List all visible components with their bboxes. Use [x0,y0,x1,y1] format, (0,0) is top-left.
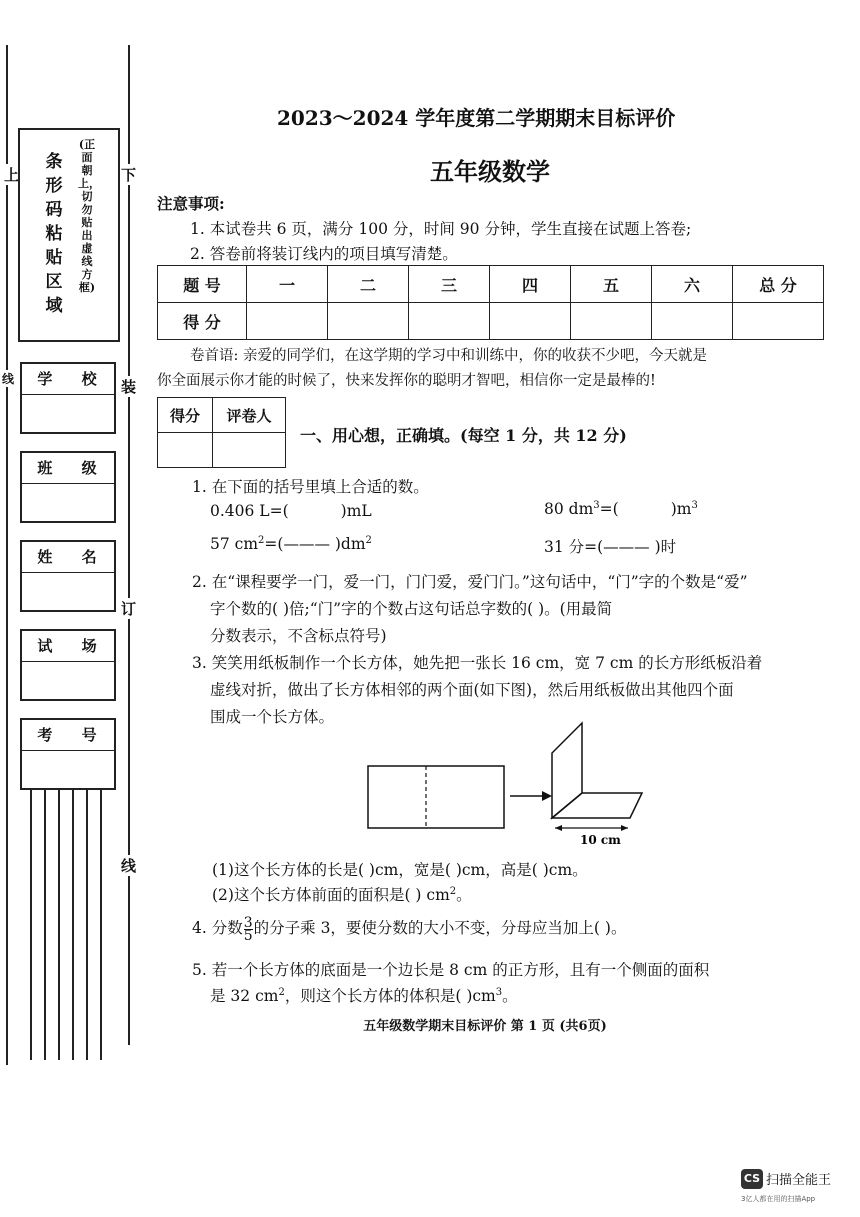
exam-subtitle: 五年级数学 [430,157,550,186]
question-1a [210,502,372,520]
preface-line: 你全面展示你才能的时候了，快来发挥你的聪明才智吧，相信你一定是最棒的! [157,373,656,389]
grader-score-cell[interactable] [158,433,213,468]
grader-score-label: 得分 [158,398,213,433]
question-3-line: 围成一个长方体。 [210,708,335,726]
score-header: 二 [328,266,409,303]
side-word-top-left: 上 [4,166,20,184]
margin-line [6,45,8,1065]
grader-name-label: 评卷人 [213,398,286,433]
q5-end: 。 [502,987,518,1005]
q1b-text: 80 dm [544,500,594,519]
q4-post: 的分子乘 3，要使分数的大小不变，分母应当加上( )。 [253,919,627,937]
notice-item: 1. 本试卷共 6 页，满分 100 分，时间 90 分钟，学生直接在试题上答卷; [190,220,692,238]
binding-word: 订 [121,600,137,618]
score-header: 四 [490,266,571,303]
scanner-name: 扫描全能王 [766,1173,832,1188]
score-cell[interactable] [247,303,328,340]
scanner-watermark [741,1168,832,1203]
score-header: 一 [247,266,328,303]
notice-item: 2. 答卷前将装订线内的项目填写清楚。 [190,245,458,263]
question-3-line: 虚线对折，做出了长方体相邻的两个面(如下图)，然后用纸板做出其他四个面 [210,681,734,699]
field-exam-room[interactable] [20,629,116,701]
question-3-line: 3. 笑笑用纸板制作一个长方体，她先把一张长 16 cm，宽 7 cm 的长方形纸板沿着 [192,654,763,672]
score-cell[interactable] [328,303,409,340]
field-label: 姓 名 [22,542,114,573]
score-header: 三 [409,266,490,303]
question-1-stem: 1. 在下面的括号里填上合适的数。 [192,478,429,496]
q5-text: ，则这个长方体的体积是( )cm [284,987,496,1005]
folded-vertical-face [552,723,582,818]
grader-table [157,397,286,468]
question-2-line: 2. 在“课程要学一门，爱一门，门门爱，爱门门。”这句话中，“门”字的个数是“爱” [192,573,748,591]
question-1c: 57 $cm^2=(———$ )$dm^2$ [210,535,372,554]
page-footer: 五年级数学期末目标评价 第 1 页 (共6页) [363,1019,607,1034]
score-header: 题 号 [158,266,247,303]
question-2-line: 分数表示，不含标点符号) [210,627,387,645]
score-cell[interactable] [652,303,733,340]
score-cell[interactable] [409,303,490,340]
scanner-logo-icon: CS [741,1169,763,1189]
notice-heading: 注意事项: [157,194,225,213]
field-name[interactable] [20,540,116,612]
score-table [157,265,824,340]
question-3-sub1: (1)这个长方体的长是( )cm，宽是( )cm，高是( )cm。 [212,861,588,879]
score-header: 总 分 [733,266,824,303]
grader-name-cell[interactable] [213,433,286,468]
score-header: 五 [571,266,652,303]
section-title: 一、用心想，正确填。(每空 1 分，共 12 分) [300,426,627,445]
side-word-top-right: 下 [121,166,137,184]
preface-line: 卷首语: 亲爱的同学们，在这学期的学习中和训练中，你的收获不少吧，今天就是 [190,348,707,364]
binding-word: 装 [121,378,137,396]
paper-rectangle [368,766,504,828]
question-1d: 31 分=(——— )时 [544,538,677,556]
dimension-label: 10 cm [580,833,621,847]
q1a-text: 0.406 L=( [210,502,289,520]
q1b-eq: =( [599,500,619,519]
field-school[interactable] [20,362,116,434]
question-3-sub2: (2)这个长方体前面的面积是( ) $cm^2$。 [212,885,472,904]
folded-bottom-face [552,793,642,818]
binding-line [128,45,130,1045]
question-2-line: 字个数的( )倍;“门”字的个数占这句话总字数的( )。(用最简 [210,600,613,618]
arrow-head [542,791,552,801]
q5-text: 是 32 cm [210,987,279,1005]
fraction-numerator: 3 [243,914,253,931]
field-label: 试 场 [22,631,114,662]
dimension-arrow [621,825,628,831]
score-header: 六 [652,266,733,303]
fraction [243,914,253,944]
dimension-arrow [555,825,562,831]
q3-sub2-text: (2)这个长方体前面的面积是( ) cm [212,886,450,904]
q3-sub2-end: 。 [456,886,472,904]
q1a-unit: )mL [340,502,372,520]
question-1b: 80 $dm^3=$( )$m^3$ [544,500,698,519]
field-label: 考 号 [22,720,114,751]
question-5-line: 是 32 $cm^2$，则这个长方体的体积是( )$cm^3$。 [210,986,518,1005]
question-5-line: 5. 若一个长方体的底面是一个边长是 8 cm 的正方形，且有一个侧面的面积 [192,961,710,979]
q1c-blank: =(——— )dm [264,535,366,554]
field-class[interactable] [20,451,116,523]
field-label: 班 级 [22,453,114,484]
score-cell[interactable] [571,303,652,340]
score-row-label: 得 分 [158,303,247,340]
fraction-denominator: 5 [243,927,253,944]
fold-diagram [360,718,650,853]
score-cell[interactable] [733,303,824,340]
question-4 [192,916,626,942]
side-word-left-mid: 线 [2,372,15,386]
barcode-note: (正面朝上，切勿贴出虚线方框) [78,138,100,294]
scanner-tagline: 3亿人都在用的扫描App [741,1195,816,1203]
score-cell[interactable] [490,303,571,340]
q4-pre: 4. 分数 [192,919,243,937]
q1b-unit: )m [670,500,692,519]
barcode-label: 条形码粘贴区域 [45,152,63,316]
field-label: 学 校 [22,364,114,395]
exam-title: 2023～2024 学年度第二学期期末目标评价 [277,106,676,130]
field-exam-number[interactable] [20,718,116,790]
binding-word: 线 [121,857,137,875]
q1c-text: 57 cm [210,535,259,554]
